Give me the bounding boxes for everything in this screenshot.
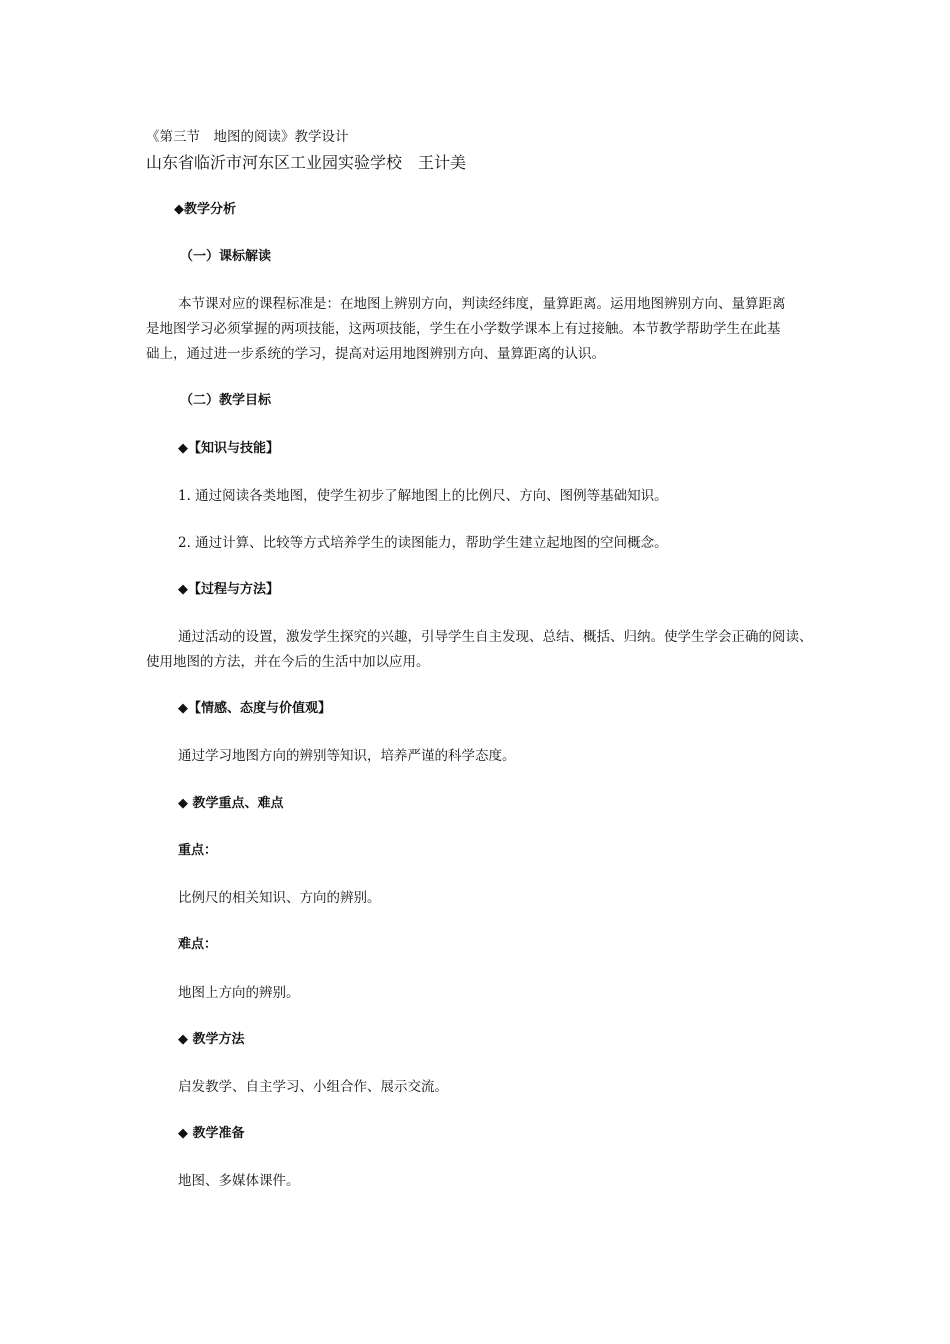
difficult-label: 难点： <box>178 937 218 952</box>
curriculum-heading: （一）课标解读 <box>180 249 272 264</box>
knowledge-item-1: 1. 通过阅读各类地图，使学生初步了解地图上的比例尺、方向、图例等基础知识。 <box>178 488 668 504</box>
emotion-text: 通过学习地图方向的辨别等知识，培养严谨的科学态度。 <box>178 748 516 764</box>
curriculum-paragraph-line-3: 础上，通过进一步系统的学习，提高对运用地图辨别方向、量算距离的认识。 <box>146 346 605 362</box>
key-label: 重点： <box>178 843 218 858</box>
curriculum-paragraph-line-1: 本节课对应的课程标准是：在地图上辨别方向，判读经纬度，量算距离。运用地图辨别方向、量算距离 <box>178 296 786 312</box>
process-heading: ◆【过程与方法】 <box>178 582 279 597</box>
key-text: 比例尺的相关知识、方向的辨别。 <box>178 890 381 906</box>
curriculum-paragraph-line-2: 是地图学习必须掌握的两项技能，这两项技能，学生在小学数学课本上有过接触。本节教学帮助学生在此基 <box>146 321 781 337</box>
goals-heading: （二）教学目标 <box>180 393 272 408</box>
document-title: 《第三节 地图的阅读》教学设计 <box>146 129 349 145</box>
method-heading: ◆ 教学方法 <box>178 1032 245 1047</box>
prep-text: 地图、多媒体课件。 <box>178 1173 300 1189</box>
key-difficult-heading: ◆ 教学重点、难点 <box>178 796 284 811</box>
method-text: 启发教学、自主学习、小组合作、展示交流。 <box>178 1079 448 1095</box>
knowledge-item-2: 2. 通过计算、比较等方式培养学生的读图能力，帮助学生建立起地图的空间概念。 <box>178 535 668 551</box>
analysis-heading: ◆教学分析 <box>174 202 236 217</box>
knowledge-heading: ◆【知识与技能】 <box>178 441 279 456</box>
author-line: 山东省临沂市河东区工业园实验学校 王计美 <box>146 153 467 172</box>
emotion-heading: ◆【情感、态度与价值观】 <box>178 701 331 716</box>
difficult-text: 地图上方向的辨别。 <box>178 985 300 1001</box>
prep-heading: ◆ 教学准备 <box>178 1126 245 1141</box>
process-paragraph-line-1: 通过活动的设置，激发学生探究的兴趣，引导学生自主发现、总结、概括、归纳。使学生学会正确的阅读、 <box>178 629 813 645</box>
process-paragraph-line-2: 使用地图的方法，并在今后的生活中加以应用。 <box>146 654 430 670</box>
